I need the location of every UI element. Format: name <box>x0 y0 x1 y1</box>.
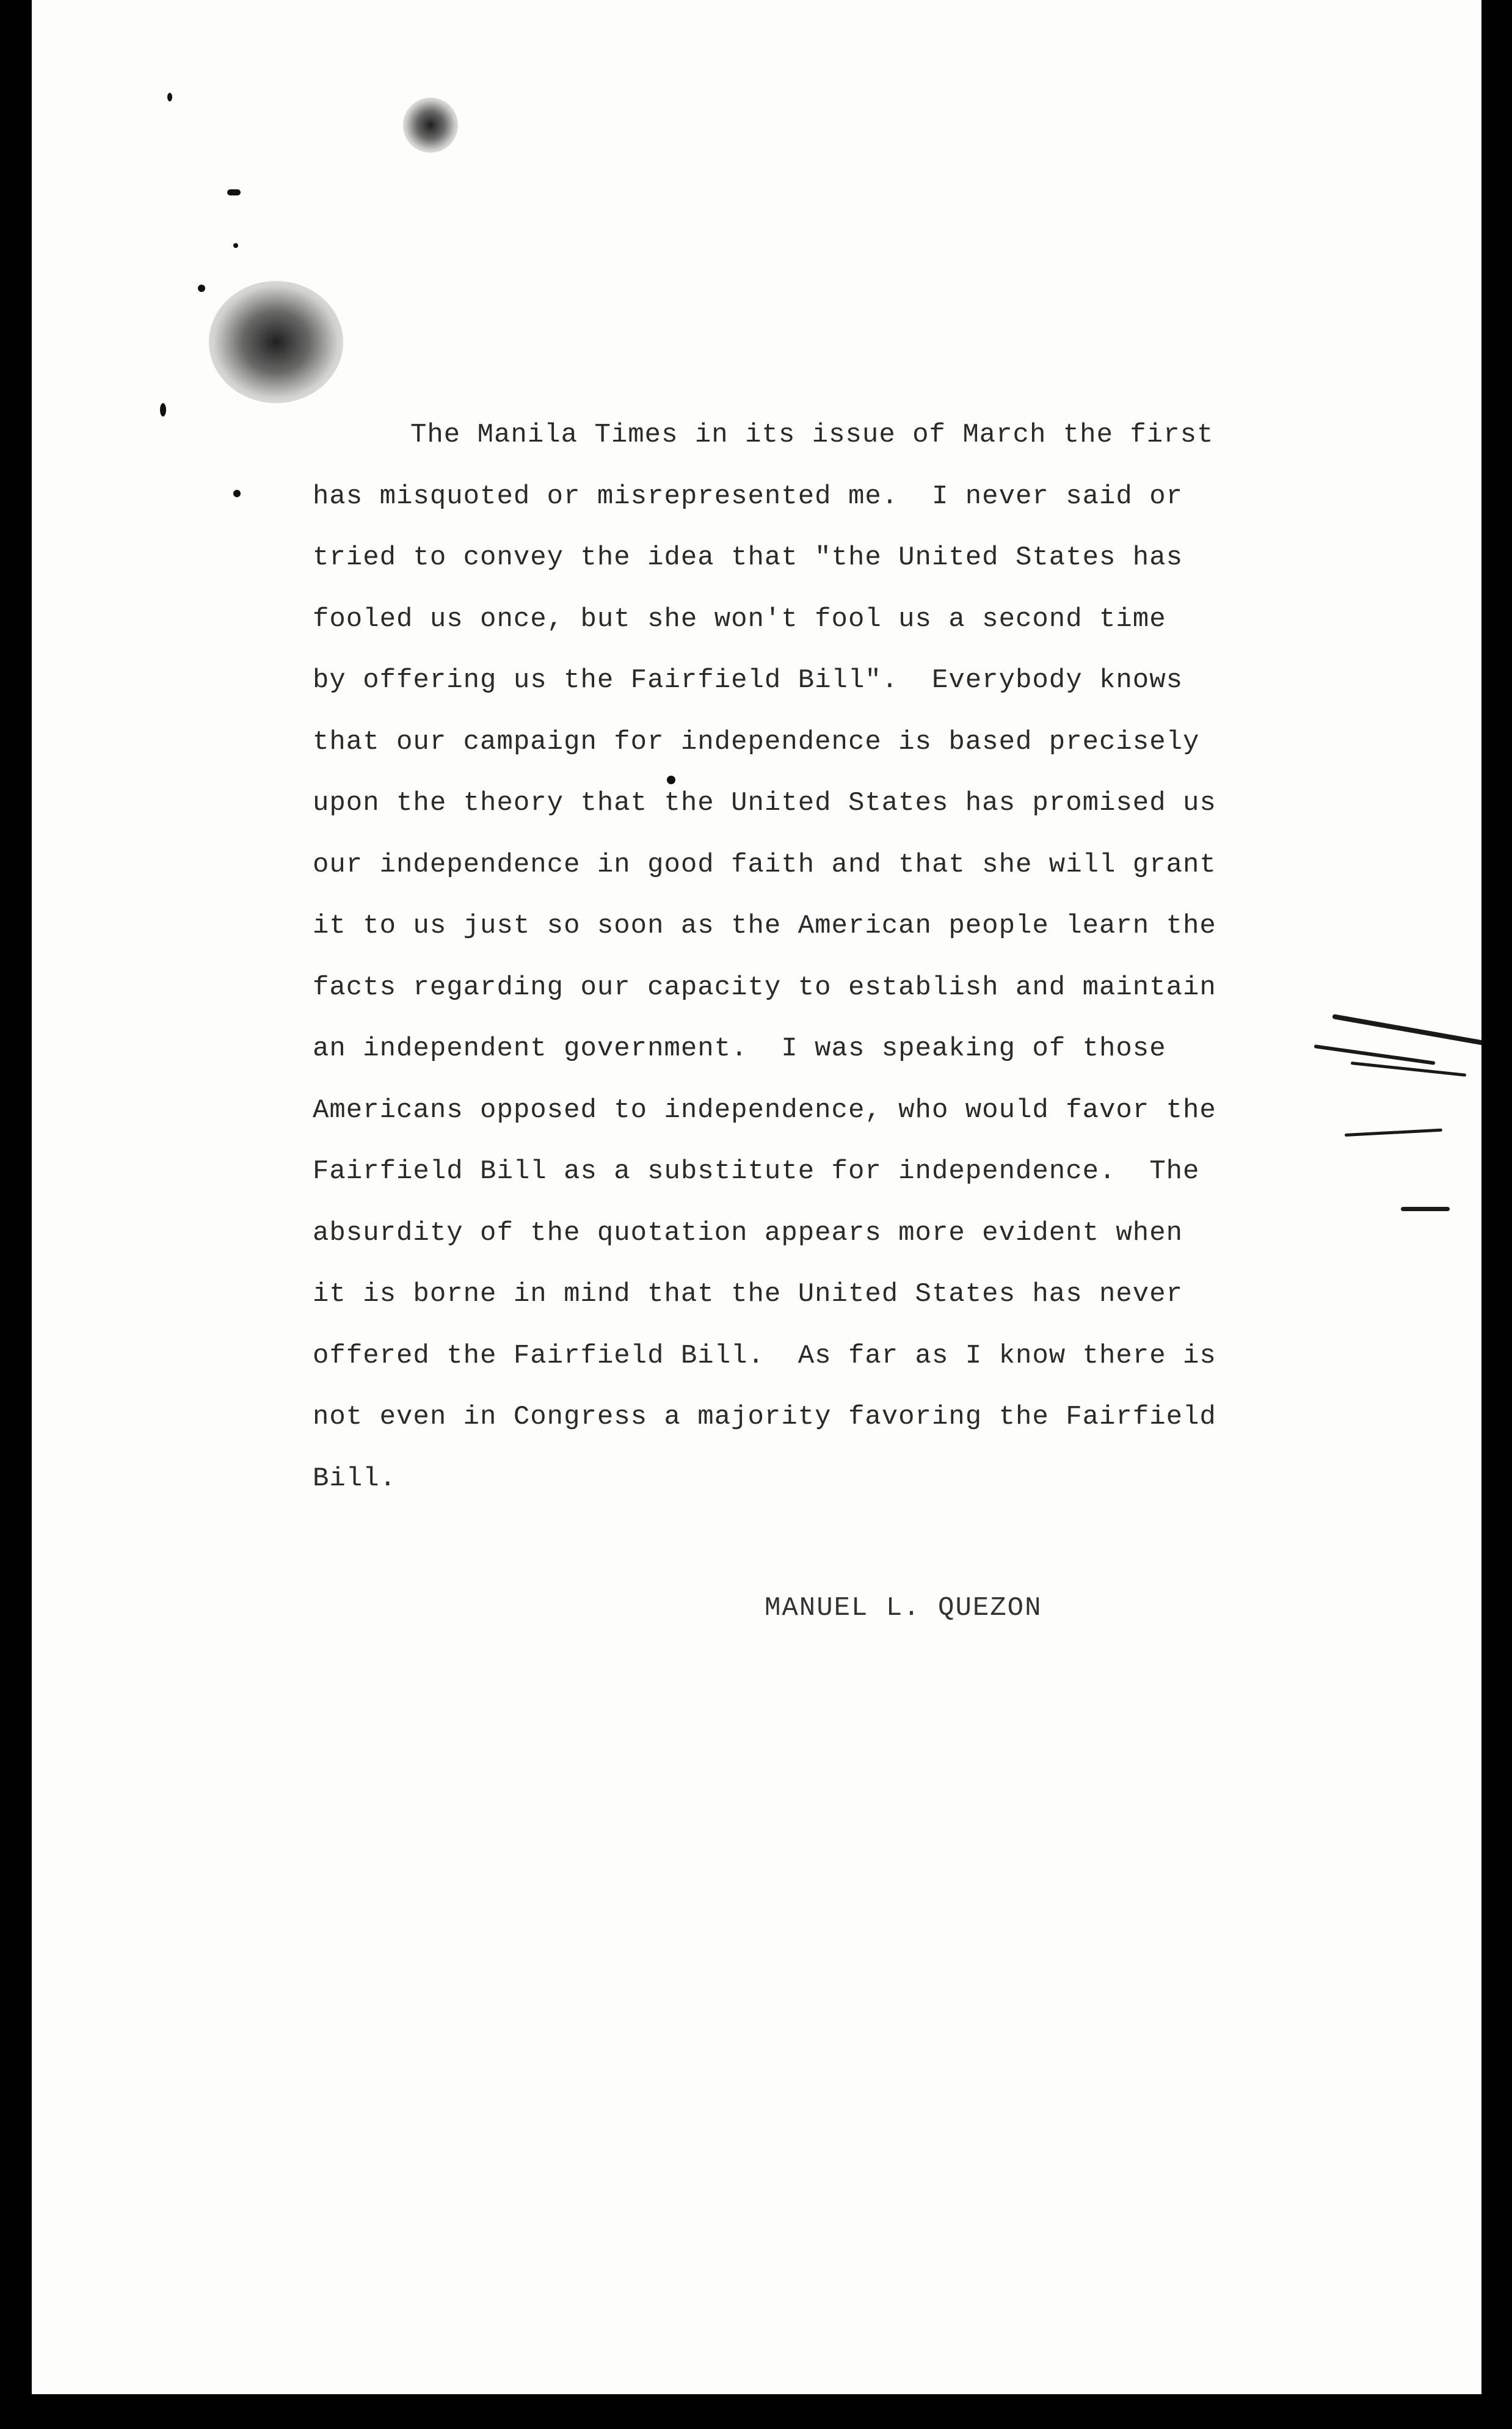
text-line: an independent government. I was speaking of those <box>313 1033 1166 1064</box>
ink-speck <box>167 93 172 101</box>
text-line: The Manila Times in its issue of March the first <box>410 420 1214 450</box>
typed-letter-body <box>313 404 1381 1509</box>
ink-blot-top <box>403 98 458 153</box>
text-line: our independence in good faith and that she will grant <box>313 849 1216 880</box>
ink-speck <box>233 490 241 497</box>
text-line: absurdity of the quotation appears more evident when <box>313 1217 1183 1248</box>
text-line: that our campaign for independence is based precisely <box>313 726 1200 757</box>
text-line: upon the theory that the United States has promised us <box>313 788 1216 818</box>
text-line: not even in Congress a majority favoring the Fairfield <box>313 1402 1216 1432</box>
scan-border-bottom <box>0 2394 1512 2429</box>
text-line: Americans opposed to independence, who would favor the <box>313 1094 1216 1126</box>
text-line: tried to convey the idea that "the United States has <box>313 542 1183 573</box>
signature-name: MANUEL L. QUEZON <box>765 1593 1042 1623</box>
document-page <box>32 0 1481 2429</box>
text-line: by offering us the Fairfield Bill". Everybody knows <box>313 665 1183 696</box>
ink-speck <box>227 189 241 195</box>
text-line: Bill. <box>313 1463 397 1494</box>
ink-blot-large <box>209 281 343 403</box>
ink-speck <box>198 285 205 292</box>
ink-speck <box>160 403 166 417</box>
text-line: Fairfield Bill as a substitute for independence. The <box>313 1156 1200 1187</box>
text-line: fooled us once, but she won't fool us a second time <box>313 603 1166 635</box>
ink-speck <box>233 243 238 248</box>
text-line: offered the Fairfield Bill. As far as I know there is <box>313 1340 1216 1371</box>
text-line: facts regarding our capacity to establish and maintain <box>313 972 1216 1003</box>
text-line: it is borne in mind that the United States has never <box>313 1279 1183 1309</box>
margin-mark <box>1401 1207 1450 1211</box>
text-line: has misquoted or misrepresented me. I never said or <box>313 481 1183 512</box>
text-line: it to us just so soon as the American people learn the <box>313 911 1216 941</box>
